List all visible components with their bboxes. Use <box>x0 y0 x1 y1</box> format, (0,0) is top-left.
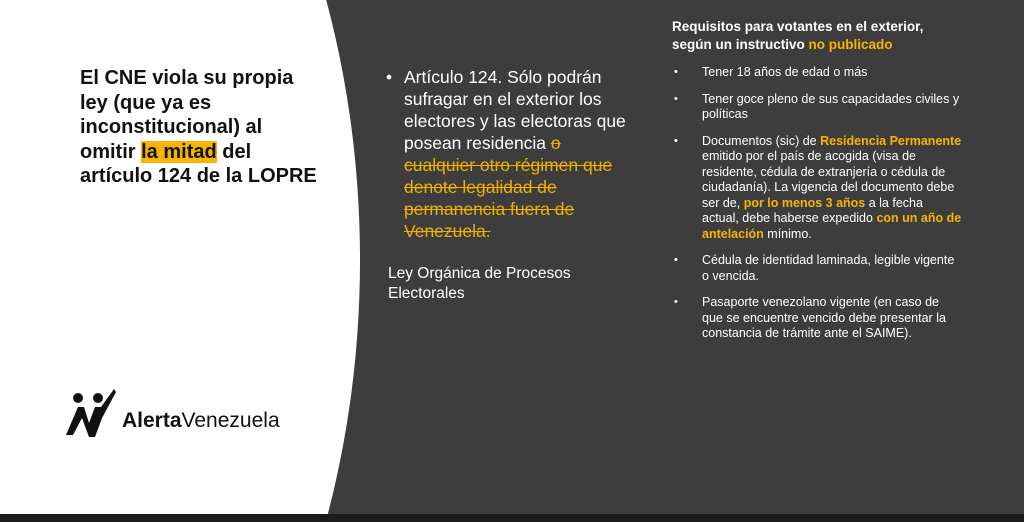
bullet-icon: • <box>674 254 678 266</box>
title-text-start: El CNE viola su propia ley (que ya es inconstitucional) al omitir <box>80 67 294 163</box>
requirements-column <box>672 18 962 353</box>
requirement-item-passport: • Pasaporte venezolano vigente (en caso de que se encuentre vencido debe presentar la constancia de trámite ante el SAIME). <box>674 295 946 340</box>
bottom-bar <box>0 514 1024 522</box>
requirements-list <box>672 65 962 342</box>
article-124-text: Artículo 124. Sólo podrán sufragar en el exterior los electores y las electoras que posean residencia o cualquier otro régimen que denote legalidad de permanencia fuera de Venezuela. <box>404 67 626 241</box>
bullet-icon: • <box>386 67 393 87</box>
logo-figures-icon <box>64 385 126 445</box>
title-highlight: la mitad <box>141 140 217 163</box>
slide-title <box>80 66 320 189</box>
bullet-icon: • <box>674 66 678 78</box>
requirements-title-highlight: no publicado <box>808 36 893 52</box>
article-124-item <box>386 66 636 242</box>
bullet-icon: • <box>674 296 678 308</box>
logo-text: AlertaVenezuela <box>122 409 280 432</box>
requirement-item-residency: • Documentos (sic) de Residencia Permanente emitido por el país de acogida (visa de residente, cédula de extranjería o cédula de ciudadanía). La vigencia del documento debe ser de, por lo menos 3 años a la fecha actual, debe haberse expedido con un año de antelación mínimo. <box>674 133 962 241</box>
bullet-icon: • <box>674 92 678 105</box>
requirement-item-civil-capacity: • Tener goce pleno de sus capacidades civiles y políticas <box>674 91 960 121</box>
requirements-title: Requisitos para votantes en el exterior, según un instructivo no publicado <box>672 19 924 52</box>
title-text-end: del artículo 124 de la LOPRE <box>80 140 317 187</box>
law-name: Ley Orgánica de Procesos Electorales <box>388 265 571 302</box>
article-column <box>386 66 636 304</box>
requirement-item-id-card: • Cédula de identidad laminada, legible vigente o vencida. <box>674 253 955 283</box>
requirement-item-age: • Tener 18 años de edad o más <box>674 65 868 79</box>
alerta-venezuela-logo <box>60 373 300 449</box>
struck-text: o cualquier otro régimen que denote legalidad de permanencia fuera de Venezuela <box>404 133 613 241</box>
bullet-icon: • <box>674 134 678 147</box>
